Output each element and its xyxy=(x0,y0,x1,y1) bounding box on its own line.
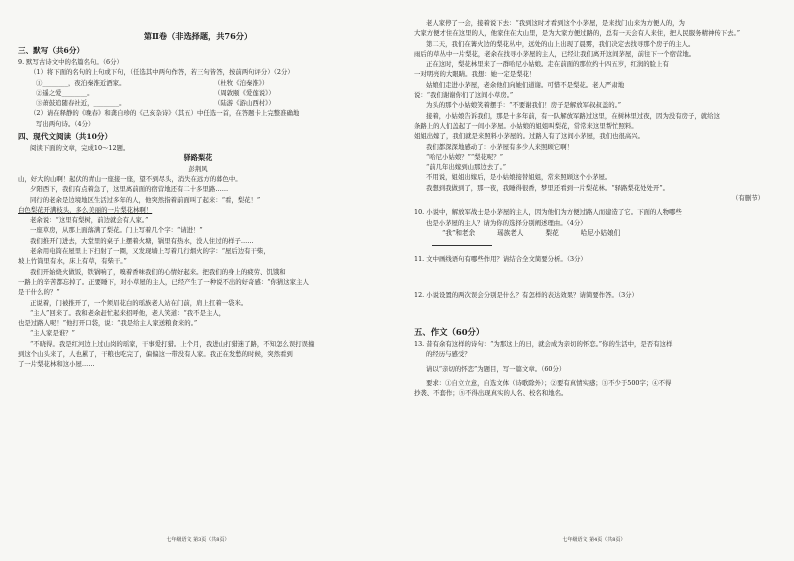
question-9-part-2-cont: 写出两句诗。（4分） xyxy=(36,119,95,128)
right-page xyxy=(414,18,774,544)
fill-source: （陆游《游山西村》） xyxy=(214,99,275,108)
story-paragraph: 也是过路人呢！”他打开口袋，说：“我是给主人家送粮食来的。” xyxy=(18,319,198,328)
section-title-dictation: 三、默写（共6分） xyxy=(18,46,85,55)
story-paragraph: 我们推开门进去，大堂里的桌子上摆着火塘，锅里有热水，没人住过的样子…… xyxy=(30,236,254,245)
story-paragraph: 说：“我们谢谢你们了这间小草房。” xyxy=(414,91,514,100)
question-9: 9. 默写古诗文中的名篇名句。（6分） xyxy=(18,58,123,66)
section-title-essay: 五、作文（60分） xyxy=(414,327,485,338)
story-paragraph: 我们都深深地感动了：小茅屋有多少人来照顾它啊！ xyxy=(426,142,573,151)
role-option: 瑶族老人 xyxy=(497,228,524,237)
reading-intro: 阅读下面的文章，完成10～12题。 xyxy=(30,144,130,153)
fill-source: （周敦颐《爱莲说》） xyxy=(214,88,275,97)
story-paragraph: 坡上竹筒里有水，床上有草，有柴干。” xyxy=(18,257,127,266)
story-paragraph: 正说着，门被推开了，一个须眉花白的瑶族老人站在门前，肩上扛着一袋米。 xyxy=(30,298,248,307)
fill-item[interactable]: ②遥之爱________。 xyxy=(36,88,94,97)
story-paragraph: 大家方便才住在这里的人，他家住在大山里，是为大家方便过路的，总有一天会有人来住，把人民服务精神传下去。” xyxy=(414,29,740,38)
role-option: 哈尼小姑娘们 xyxy=(580,228,621,237)
question-13-cont: 的经历与感受？ xyxy=(426,350,471,359)
fill-in-list xyxy=(18,78,378,109)
question-10: 10. 小说中，解放军战士是小茅屋的主人，因为他们为方便过路人而建造了它。下面的人物哪些 xyxy=(414,208,682,217)
answer-area-12[interactable] xyxy=(414,300,774,322)
story-paragraph: 老余说：“这里有梨树，前边就会有人家。” xyxy=(30,216,149,225)
story-paragraph: 姐姐出嫁了，我们就是来照料小茅屋的。过路人有了这间小茅屋，我们也很高兴。 xyxy=(414,132,645,141)
fill-source: （杜牧《泊秦淮》） xyxy=(214,78,269,87)
essay-requirements-cont: 抄袭、不套作；⑤不得出现真实的人名、校名和地名。 xyxy=(414,389,568,398)
story-paragraph: “前几年出嫁到山那边去了。” xyxy=(426,163,507,172)
fill-item[interactable]: ①________，夜泊秦淮近酒家。 xyxy=(36,78,126,87)
question-12: 12. 小说设置的两次误会分别是什么？有怎样的表达效果？请简要作答。（3分） xyxy=(414,290,638,299)
answer-area-11[interactable] xyxy=(414,264,774,286)
story-paragraph: “哈尼小姑娘？”“梨花呢？” xyxy=(426,152,503,161)
role-options xyxy=(414,228,774,238)
story-paragraph: “主人”回来了。我和老余赶忙起来招呼他，老人笑道：“我不是主人， xyxy=(30,308,226,317)
story-continued xyxy=(414,18,774,193)
story-paragraph: 第二天，我们在篝火边的梨花丛中，远处的山上出现了晨雾，我们决定去找寻那个房子的主人。 xyxy=(426,39,695,48)
question-10-cont: 也是小茅屋的主人？请为你的选择分别阐述理由。（4分） xyxy=(426,218,587,227)
role-option: “我”和老余 xyxy=(442,228,476,237)
story-paragraph: 一路上的辛苦都忘掉了。正要睡下，对小草屋的主人，已经产生了一种说不出的好奇感：“你猜这家主人 xyxy=(18,277,309,286)
essay-prompt: 请以“亲切的怀恋”为题目，写一篇文章。（60分） xyxy=(426,364,566,373)
story-paragraph: “不晓得。我是红河边上过山岗的瑶家，干事爱打猎。上个月，我进山打猎迷了路，不知怎么误打误撞 xyxy=(30,339,315,348)
question-13: 13. 昔有余有这样的诗句：“为那这上的日，就会成为亲切的怀恋。”你的生活中，是否有这样 xyxy=(414,340,673,349)
question-11: 11. 文中画线语句有哪些作用？请结合全文简要分析。（3分） xyxy=(414,254,587,263)
story-author: 彭荆风 xyxy=(188,164,208,173)
story-paragraph: 正在这时，梨花林里来了一群哈尼小姑娘。走在前面的那位约十四五岁，红润的脸上有 xyxy=(426,60,669,69)
story-paragraph: 条路上的人们盖起了一间小茅屋。小姑娘的姐姐叫梨花，常常来这里帮忙照料。 xyxy=(414,121,638,130)
story-paragraph: 夕阳西下，我们有点着急了，这里离前面的宿营地还有二十多里路…… xyxy=(30,185,229,194)
source-note: （有删节） xyxy=(732,194,764,203)
role-option: 梨花 xyxy=(545,228,559,237)
question-9-part-2: （2）请在释静的《晚春》和龚自珍的《己亥杂诗》（其五）中任选一首，在答题卡上完整准确地 xyxy=(30,109,300,118)
story-paragraph: 到这个山头来了，人也累了，干粮也吃完了，偏偏这一带没有人家。我正在发愁的时候，突然看到 xyxy=(18,350,293,359)
story-paragraph: 一对明亮的大眼睛。我想：她一定是梨花！ xyxy=(414,70,536,79)
page-footer: 七年级语文 第3页（共8页） xyxy=(166,537,230,543)
story-paragraph: 老人家停了一会，接着说下去：“我到这时才看到这个小茅屋，是来找门山来为方便人的，为 xyxy=(426,19,685,27)
story-paragraph: 同行的老余是边境地区生活过多年的人，他突然指着前面叫了起来：“看，梨花！” xyxy=(30,195,261,204)
story-paragraph: 不用说，姐姐出嫁后，是小姑娘接替姐姐，常来照顾这个小茅屋。 xyxy=(426,173,612,182)
question-9-part-1: （1）将下面的名句的上句或下句，（任选其中两句作答，若三句皆答，按前两句评分）（2分） xyxy=(30,68,294,77)
story-body xyxy=(18,174,378,370)
story-paragraph: 雨后的草丛中一片梨花，老余在找寻小茅屋的主人，已经让我们离开这间茅屋，前往下一个宿营地。 xyxy=(414,49,696,58)
story-paragraph: 是干什么的？” xyxy=(18,288,60,297)
story-paragraph: 了一片梨花林和这小屋…… xyxy=(18,360,95,369)
story-paragraph: “主人家是谁？” xyxy=(30,329,75,338)
fill-item[interactable]: ③萧鼓追随春社近，________。 xyxy=(36,99,126,108)
left-page xyxy=(18,18,378,544)
section-title-reading: 四、现代文阅读（共10分） xyxy=(18,132,113,142)
page-footer: 七年级语文 第4页（共8页） xyxy=(562,537,626,543)
story-title: 驿路梨花 xyxy=(183,153,213,163)
story-paragraph: 山，好大的山啊！起伏的青山一座接一座，望不到尽头，消失在远方的暮色中。 xyxy=(18,174,242,183)
story-paragraph: 姑娘们走进小茅屋，老余他们向她们道谢。可惜不是梨花。老人严肃地 xyxy=(426,80,625,89)
story-paragraph: 我想到我做到了，那一夜，我睡得很香，梦里还看到一片梨花林。“驿路梨花处处开”。 xyxy=(426,183,669,192)
story-paragraph: 老余用电筒在屋里上下扫射了一圈，又发现墙上写着几行烟火的字：“屋后边有干柴， xyxy=(30,247,270,256)
paper-section-header: 第Ⅱ卷（非选择题，共76分） xyxy=(143,31,253,41)
story-paragraph: 我们开始烧火做饭，铁锅响了，嗅着香味我们的心情好起来。把我们的身上的疲劳、饥饿和 xyxy=(30,267,286,276)
essay-requirements: 要求：①自立立意，自选文体（诗歌除外）；②要有真情实感；③不少于500字；④不得 xyxy=(426,379,672,388)
underlined-sentence: 白色梨花开满枝头，多么美丽的一片梨花林啊！ xyxy=(18,205,153,214)
story-paragraph: 一座草房，从那上面落满了梨花。门上写着几个字：“请进！” xyxy=(30,226,203,235)
story-paragraph: 接着，小姑娘告诉我们，那是十多年前，有一队解放军路过这里，在树林里过夜，因为没有房子，就给这 xyxy=(426,111,720,120)
answer-blank-10[interactable] xyxy=(414,238,774,249)
story-paragraph: 为头的那个小姑娘笑着摆手：“不要谢我们！房子是解放军叔叔盖的。” xyxy=(426,101,622,110)
